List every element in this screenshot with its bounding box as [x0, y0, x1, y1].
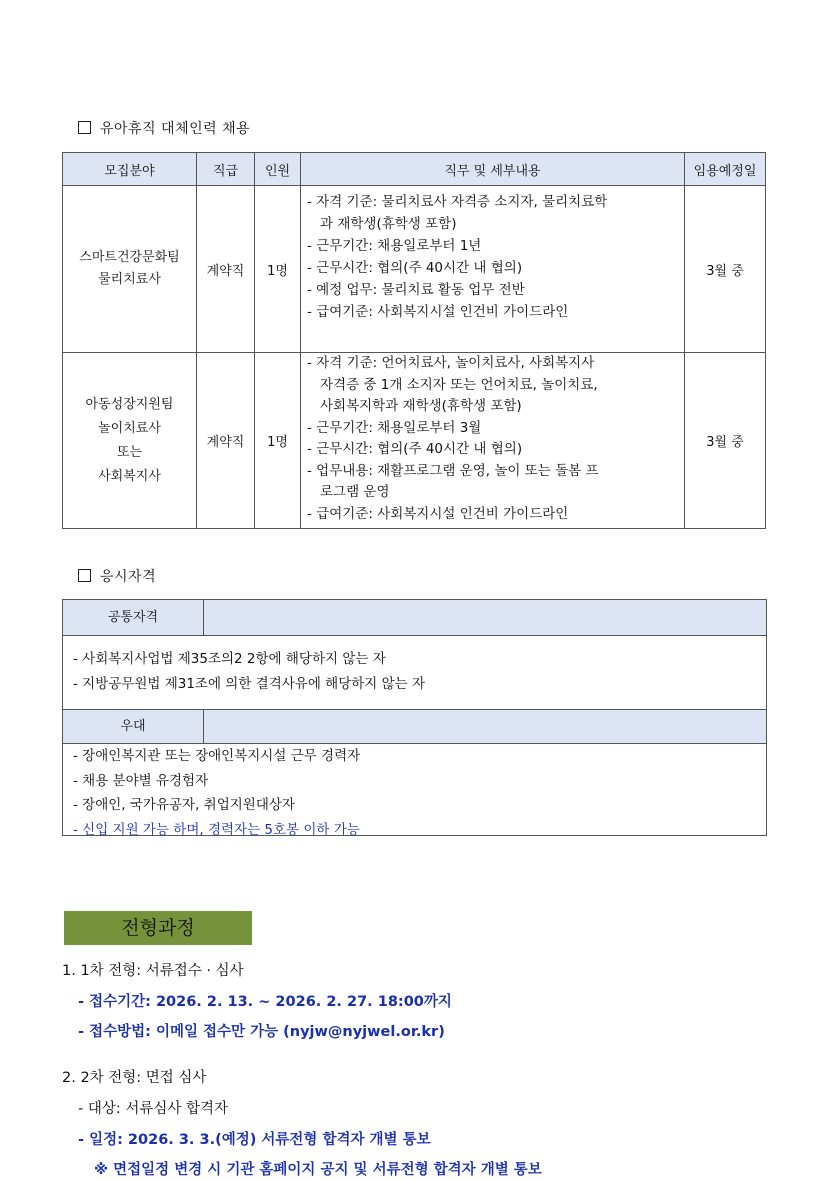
header-rank: 직급: [197, 153, 255, 186]
common-qualification-header: [63, 600, 766, 636]
checkbox-square-icon: [78, 121, 91, 134]
table-row: [63, 353, 766, 529]
preference-header: [63, 710, 766, 744]
duties-cell: - 자격 기준: 물리치료사 자격증 소지자, 물리치료학 과 재학생(휴학생 포함) - 근무기간: 채용일로부터 1년 - 근무시간: 협의(주 40시간 내 협의) - 예정 업무: 물리치료 활동 업무 전반 - 급여기준: 사회복지시설 인건비 가이드라인: [301, 186, 685, 353]
preference-list: [63, 744, 766, 842]
table-row: [63, 186, 766, 353]
step2-date: - 일정: 2026. 3. 3.(예정) 서류전형 합격자 개별 통보: [78, 1132, 431, 1148]
list-item: - 장애인복지관 또는 장애인복지시설 근무 경력자: [73, 748, 361, 764]
list-item: - 지방공무원법 제31조에 의한 결격사유에 해당하지 않는 자: [73, 676, 426, 692]
header-duties: 직무 및 세부내용: [301, 153, 685, 186]
list-item: - 장애인, 국가유공자, 취업지원대상자: [73, 797, 295, 813]
process-banner: 전형과정: [64, 911, 252, 945]
step2-title: 2. 2차 전형: 면접 심사: [62, 1070, 207, 1086]
date-cell: 3월 중: [685, 353, 766, 529]
checkbox-square-icon: [78, 569, 91, 582]
step1-title: 1. 1차 전형: 서류접수 · 심사: [62, 963, 244, 979]
section-title-qualifications: 응시자격: [78, 566, 156, 586]
step2-note: ※ 면접일정 변경 시 기관 홈페이지 공지 및 서류전형 합격자 개별 통보: [94, 1162, 542, 1178]
step1-method: - 접수방법: 이메일 접수만 가능 (nyjw@nyjwel.or.kr): [78, 1024, 445, 1040]
count-cell: 1명: [255, 353, 301, 529]
recruitment-table: [62, 152, 766, 529]
step2-target: - 대상: 서류심사 합격자: [78, 1101, 229, 1117]
duties-cell: - 자격 기준: 언어치료사, 놀이치료사, 사회복지사 자격증 중 1개 소지자 또는 언어치료, 놀이치료, 사회복지학과 재학생(휴학생 포함) - 근무기간: 채용일로부터 3월 - 근무시간: 협의(주 40시간 내 협의) - 업무내용: 재활프로그램 운영, 놀이 또는 돌봄 프 로그램 운영 - 급여기준: 사회복지시설 인건비 가이드라인: [301, 353, 685, 529]
qualifications-box: [62, 599, 767, 836]
date-cell: 3월 중: [685, 186, 766, 353]
count-cell: 1명: [255, 186, 301, 353]
header-start-date: 임용예정일: [685, 153, 766, 186]
step1-period: - 접수기간: 2026. 2. 13. ~ 2026. 2. 27. 18:00까지: [78, 994, 452, 1010]
field-cell: 아동성장지원팀 놀이치료사 또는 사회복지사: [63, 353, 197, 529]
common-qualification-label: 공통자격: [63, 600, 204, 635]
preference-label: 우대: [63, 710, 204, 743]
table-header-row: [63, 153, 766, 186]
common-qualification-list: [63, 636, 766, 710]
header-field: 모집분야: [63, 153, 197, 186]
list-item: - 채용 분야별 유경험자: [73, 772, 209, 789]
section-title-childcare-replacement: 유아휴직 대체인력 채용: [78, 118, 250, 138]
rank-cell: 계약직: [197, 186, 255, 353]
rank-cell: 계약직: [197, 353, 255, 529]
list-item: - 사회복지사업법 제35조의2 2항에 해당하지 않는 자: [73, 651, 386, 667]
field-cell: 스마트건강문화팀 물리치료사: [63, 186, 197, 353]
header-count: 인원: [255, 153, 301, 186]
preference-note: - 신입 지원 가능 하며, 경력자는 5호봉 이하 가능: [73, 821, 360, 838]
